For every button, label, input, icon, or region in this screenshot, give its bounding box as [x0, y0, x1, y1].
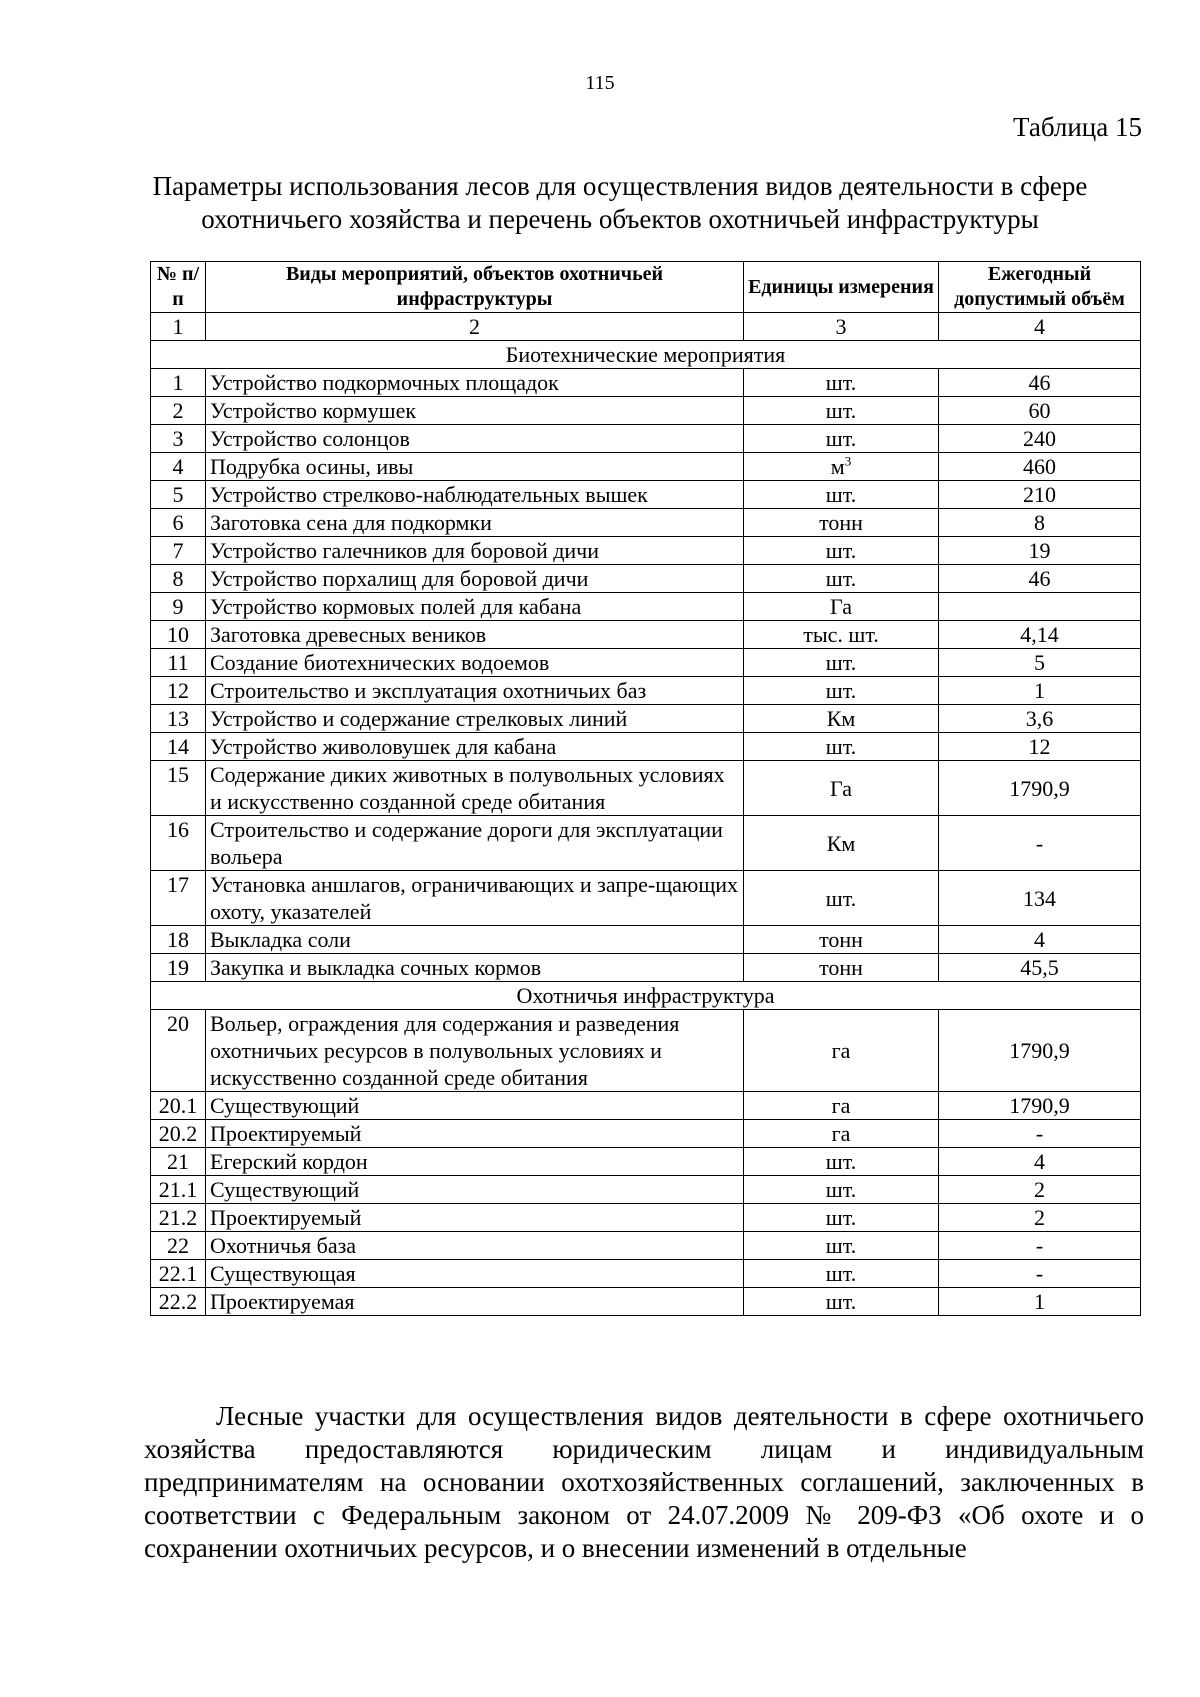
- row-unit-text: тонн: [819, 927, 863, 952]
- row-activity-text: Содержание диких животных в полувольных условиях и искусственно созданной среде обитания: [210, 762, 725, 814]
- row-unit-text: шт.: [825, 1177, 857, 1202]
- row-unit: [744, 621, 939, 649]
- row-number-text: 19: [167, 955, 189, 980]
- table-row: [151, 761, 1141, 816]
- row-number-text: 2: [172, 398, 184, 423]
- row-unit: [744, 1232, 939, 1260]
- header-volume: Ежегодный допустимый объём: [939, 262, 1141, 313]
- row-volume: [939, 593, 1141, 621]
- row-volume-text: -: [1035, 830, 1044, 856]
- row-unit: [744, 593, 939, 621]
- row-volume-text: -: [1035, 1233, 1044, 1258]
- row-number: [151, 677, 206, 705]
- row-activity: [206, 481, 744, 509]
- section-row: [151, 982, 1141, 1010]
- row-unit-text: шт.: [825, 734, 857, 759]
- row-volume-text: 134: [1023, 885, 1056, 911]
- row-number-text: 20: [167, 1011, 189, 1036]
- header-number: № п/п: [151, 262, 206, 313]
- row-unit-text: шт.: [825, 885, 857, 911]
- row-number-text: 1: [172, 370, 184, 395]
- row-unit-text: шт.: [825, 1149, 857, 1174]
- row-unit: [744, 1176, 939, 1204]
- row-unit: [744, 705, 939, 733]
- row-unit: [744, 425, 939, 453]
- row-volume-text: -: [1035, 1121, 1044, 1146]
- row-number-text: 5: [172, 482, 184, 507]
- parameters-table: [150, 261, 1141, 1316]
- row-activity: [206, 677, 744, 705]
- table-row: [151, 509, 1141, 537]
- table-row: [151, 1120, 1141, 1148]
- row-unit-text: шт.: [825, 1205, 857, 1230]
- row-activity-text: Проектируемый: [210, 1121, 362, 1146]
- row-unit: [744, 733, 939, 761]
- row-volume: [939, 871, 1141, 926]
- row-number-text: 6: [172, 510, 184, 535]
- row-unit: [744, 871, 939, 926]
- row-activity-text: Существующий: [210, 1177, 360, 1202]
- row-number: [151, 565, 206, 593]
- row-volume: [939, 1010, 1141, 1092]
- row-activity-text: Существующая: [210, 1261, 356, 1286]
- row-number: [151, 453, 206, 481]
- table-row: [151, 1148, 1141, 1176]
- row-number: [151, 509, 206, 537]
- row-activity-text: Устройство порхалищ для боровой дичи: [210, 566, 589, 591]
- row-unit-text: га: [831, 1038, 851, 1063]
- row-unit-text: га: [831, 1121, 851, 1146]
- row-volume-text: 5: [1034, 650, 1045, 675]
- row-unit-text: Км: [826, 830, 856, 856]
- table-row: [151, 397, 1141, 425]
- row-unit: [744, 816, 939, 871]
- row-activity-text: Выкладка соли: [210, 927, 351, 952]
- row-volume-text: 46: [1028, 566, 1051, 591]
- row-volume: [939, 1120, 1141, 1148]
- table-title: Параметры использования лесов для осуществления видов деятельности в сфере охотничьего хозяйства и перечень объектов охотничьей инфраструктуры: [152, 171, 1088, 234]
- row-unit-text: шт.: [825, 370, 857, 395]
- row-unit-text: тонн: [819, 510, 863, 535]
- row-volume: [939, 1092, 1141, 1120]
- row-unit: [744, 397, 939, 425]
- table-label: Таблица 15: [1013, 112, 1142, 142]
- row-number-text: 20.1: [158, 1093, 198, 1118]
- row-activity: [206, 1176, 744, 1204]
- row-volume: [939, 1288, 1141, 1316]
- table-row: [151, 649, 1141, 677]
- table-row: [151, 1204, 1141, 1232]
- row-number: [151, 871, 206, 926]
- row-unit: [744, 677, 939, 705]
- row-volume-text: 45,5: [1020, 955, 1059, 980]
- row-number-text: 9: [172, 594, 184, 619]
- row-volume: [939, 1232, 1141, 1260]
- row-activity-text: Строительство и содержание дороги для эксплуатации вольера: [210, 817, 723, 869]
- row-activity: [206, 705, 744, 733]
- row-activity-text: Охотничья база: [210, 1233, 357, 1258]
- row-activity: [206, 621, 744, 649]
- row-activity: [206, 1010, 744, 1092]
- row-unit-text: тонн: [819, 955, 863, 980]
- row-unit-text: шт.: [825, 482, 857, 507]
- row-number: [151, 481, 206, 509]
- row-activity-text: Устройство и содержание стрелковых линий: [210, 706, 628, 731]
- row-number: [151, 649, 206, 677]
- row-volume-text: 12: [1028, 734, 1051, 759]
- table-row: [151, 425, 1141, 453]
- row-activity-text: Устройство солонцов: [210, 426, 410, 451]
- column-number: 2: [206, 313, 744, 341]
- table-row: [151, 816, 1141, 871]
- table-row: [151, 1288, 1141, 1316]
- row-activity: [206, 1288, 744, 1316]
- row-number: [151, 369, 206, 397]
- row-unit: [744, 926, 939, 954]
- table-row: [151, 677, 1141, 705]
- row-number: [151, 761, 206, 816]
- row-volume: [939, 733, 1141, 761]
- row-number-text: 22.1: [158, 1261, 198, 1286]
- row-unit: [744, 537, 939, 565]
- table-row: [151, 1176, 1141, 1204]
- row-number: [151, 1120, 206, 1148]
- table-row: [151, 565, 1141, 593]
- table-row: [151, 733, 1141, 761]
- row-unit: [744, 649, 939, 677]
- row-number: [151, 593, 206, 621]
- column-number: 3: [744, 313, 939, 341]
- row-activity-text: Установка аншлагов, ограничивающих и запре-щающих охоту, указателей: [210, 872, 739, 924]
- row-volume-text: 1790,9: [1009, 1093, 1070, 1118]
- row-activity: [206, 1148, 744, 1176]
- row-unit: [744, 1260, 939, 1288]
- row-unit-text: шт.: [825, 398, 857, 423]
- row-activity: [206, 537, 744, 565]
- row-number: [151, 733, 206, 761]
- row-volume-text: 210: [1023, 482, 1056, 507]
- row-volume: [939, 537, 1141, 565]
- row-volume: [939, 926, 1141, 954]
- row-volume: [939, 705, 1141, 733]
- row-number-text: 17: [167, 872, 189, 897]
- row-volume: [939, 954, 1141, 982]
- row-unit-text: Га: [830, 594, 852, 619]
- row-unit-text: шт.: [825, 538, 857, 563]
- row-activity-text: Устройство подкормочных площадок: [210, 370, 559, 395]
- row-volume-text: 1790,9: [1009, 1038, 1070, 1063]
- row-unit: [744, 481, 939, 509]
- row-volume: [939, 1176, 1141, 1204]
- row-number: [151, 1148, 206, 1176]
- row-volume: [939, 509, 1141, 537]
- row-unit: [744, 1092, 939, 1120]
- row-unit: [744, 369, 939, 397]
- table-row: [151, 621, 1141, 649]
- row-number: [151, 1092, 206, 1120]
- row-number-text: 14: [167, 734, 189, 759]
- table-row: [151, 1092, 1141, 1120]
- row-activity: [206, 649, 744, 677]
- row-unit: [744, 1010, 939, 1092]
- row-volume: [939, 621, 1141, 649]
- column-number: 4: [939, 313, 1141, 341]
- row-activity-text: Создание биотехнических водоемов: [210, 650, 550, 675]
- header-activity: Виды мероприятий, объектов охотничьей инфраструктуры: [206, 262, 744, 313]
- row-volume: [939, 677, 1141, 705]
- row-volume: [939, 1148, 1141, 1176]
- row-number: [151, 1010, 206, 1092]
- row-number-text: 12: [167, 678, 189, 703]
- row-activity: [206, 1232, 744, 1260]
- row-volume: [939, 369, 1141, 397]
- row-activity: [206, 369, 744, 397]
- row-number: [151, 1288, 206, 1316]
- row-activity-text: Заготовка сена для подкормки: [210, 510, 492, 535]
- row-activity: [206, 926, 744, 954]
- row-activity-text: Устройство кормушек: [210, 398, 417, 423]
- row-activity-text: Устройство живоловушек для кабана: [210, 734, 557, 759]
- row-activity: [206, 1204, 744, 1232]
- row-number-text: 11: [167, 650, 189, 675]
- column-number: 1: [151, 313, 206, 341]
- row-number-text: 18: [167, 927, 189, 952]
- row-number-text: 22: [167, 1233, 189, 1258]
- row-unit-text: шт.: [825, 1233, 857, 1258]
- row-number-text: 20.2: [158, 1121, 198, 1146]
- row-activity: [206, 871, 744, 926]
- row-unit-text: м: [830, 454, 845, 479]
- row-volume: [939, 649, 1141, 677]
- row-volume-text: -: [1035, 1261, 1044, 1286]
- row-volume-text: 46: [1028, 370, 1051, 395]
- row-volume: [939, 453, 1141, 481]
- row-volume: [939, 761, 1141, 816]
- table-row: [151, 1010, 1141, 1092]
- table-row: [151, 954, 1141, 982]
- section-title: Охотничья инфраструктура: [151, 982, 1141, 1010]
- row-unit: [744, 453, 939, 481]
- table-row: [151, 593, 1141, 621]
- row-activity: [206, 1120, 744, 1148]
- row-unit-text: шт.: [825, 650, 857, 675]
- row-number-text: 22.2: [158, 1289, 198, 1314]
- row-volume: [939, 481, 1141, 509]
- row-number: [151, 397, 206, 425]
- table-row: [151, 453, 1141, 481]
- table-row: [151, 537, 1141, 565]
- row-volume-text: 1790,9: [1009, 775, 1070, 801]
- row-number-text: 4: [172, 454, 184, 479]
- row-volume-text: 4: [1034, 927, 1045, 952]
- row-activity: [206, 397, 744, 425]
- row-number: [151, 954, 206, 982]
- unit-superscript: 3: [844, 453, 852, 469]
- row-unit: [744, 1288, 939, 1316]
- row-activity: [206, 954, 744, 982]
- row-number: [151, 621, 206, 649]
- row-volume-text: 3,6: [1025, 706, 1054, 731]
- row-unit-text: шт.: [825, 678, 857, 703]
- row-number-text: 7: [172, 538, 184, 563]
- row-activity-text: Существующий: [210, 1093, 360, 1118]
- row-number: [151, 1176, 206, 1204]
- row-unit-text: Га: [830, 775, 852, 801]
- row-activity: [206, 1092, 744, 1120]
- row-number-text: 15: [167, 762, 189, 787]
- row-unit: [744, 1204, 939, 1232]
- row-unit-text: шт.: [825, 426, 857, 451]
- row-number: [151, 816, 206, 871]
- row-activity: [206, 425, 744, 453]
- table-row: [151, 481, 1141, 509]
- row-number: [151, 1260, 206, 1288]
- row-number: [151, 537, 206, 565]
- row-activity: [206, 816, 744, 871]
- row-activity: [206, 453, 744, 481]
- row-activity: [206, 593, 744, 621]
- row-activity-text: Устройство галечников для боровой дичи: [210, 538, 600, 563]
- section-row: [151, 341, 1141, 369]
- row-volume-text: 1: [1034, 1289, 1045, 1314]
- row-unit-text: тыс. шт.: [803, 622, 879, 647]
- table-header-row: [151, 262, 1141, 313]
- row-unit-text: шт.: [825, 1261, 857, 1286]
- row-volume: [939, 397, 1141, 425]
- row-activity: [206, 733, 744, 761]
- row-number: [151, 1232, 206, 1260]
- row-activity-text: Строительство и эксплуатация охотничьих баз: [210, 678, 647, 703]
- column-number-row: [151, 313, 1141, 341]
- table-row: [151, 926, 1141, 954]
- row-activity-text: Подрубка осины, ивы: [210, 454, 414, 479]
- row-volume-text: 19: [1028, 538, 1051, 563]
- row-activity-text: Проектируемая: [210, 1289, 355, 1314]
- row-volume-text: 2: [1034, 1177, 1045, 1202]
- row-number-text: 3: [172, 426, 184, 451]
- row-unit: [744, 761, 939, 816]
- row-activity: [206, 509, 744, 537]
- row-number-text: 8: [172, 566, 184, 591]
- row-activity: [206, 761, 744, 816]
- row-unit-text: шт.: [825, 566, 857, 591]
- row-volume: [939, 1204, 1141, 1232]
- row-unit: [744, 1120, 939, 1148]
- row-activity-text: Проектируемый: [210, 1205, 362, 1230]
- section-title: Биотехнические мероприятия: [151, 341, 1141, 369]
- row-volume-text: 1: [1034, 678, 1045, 703]
- row-volume: [939, 565, 1141, 593]
- table-body: [151, 341, 1141, 1316]
- row-unit-text: шт.: [825, 1289, 857, 1314]
- row-activity-text: Устройство кормовых полей для кабана: [210, 594, 582, 619]
- row-unit: [744, 954, 939, 982]
- row-volume-text: 8: [1034, 510, 1045, 535]
- table-row: [151, 871, 1141, 926]
- row-volume: [939, 425, 1141, 453]
- row-number-text: 16: [167, 817, 189, 842]
- page-number: 115: [585, 72, 615, 94]
- row-number-text: 10: [167, 622, 189, 647]
- row-unit: [744, 1148, 939, 1176]
- row-number-text: 13: [167, 706, 189, 731]
- body-paragraph: Лесные участки для осуществления видов деятельности в сфере охотничьего хозяйства предоставляются юридическим лицам и индивидуальным предпринимателям на основании охотхозяйственных соглашений, заключенных в соответствии с Федеральным законом от 24.07.2009 № 209-ФЗ «Об охоте и о сохранении охотничьих ресурсов, и о внесении изменений в отдельные: [144, 1401, 1144, 1563]
- row-number: [151, 926, 206, 954]
- row-unit: [744, 509, 939, 537]
- row-volume-text: 240: [1023, 426, 1056, 451]
- row-volume-text: 4,14: [1020, 622, 1059, 647]
- row-activity-text: Вольер, ограждения для содержания и разведения охотничьих ресурсов в полувольных условиях и искусственно созданной среде обитания: [210, 1011, 680, 1090]
- row-volume: [939, 816, 1141, 871]
- table-row: [151, 1260, 1141, 1288]
- table-row: [151, 369, 1141, 397]
- row-activity-text: Заготовка древесных веников: [210, 622, 487, 647]
- header-unit: Единицы измерения: [744, 262, 939, 313]
- row-unit-text: га: [831, 1093, 851, 1118]
- row-number-text: 21: [167, 1149, 189, 1174]
- row-number: [151, 425, 206, 453]
- table-row: [151, 1232, 1141, 1260]
- row-number: [151, 1204, 206, 1232]
- row-volume-text: 460: [1023, 454, 1056, 479]
- row-unit-text: Км: [826, 706, 856, 731]
- row-activity-text: Устройство стрелково-наблюдательных вышек: [210, 482, 648, 507]
- row-activity: [206, 565, 744, 593]
- row-activity-text: Егерский кордон: [210, 1149, 368, 1174]
- table-row: [151, 705, 1141, 733]
- row-number-text: 21.1: [158, 1177, 198, 1202]
- row-volume-text: 4: [1034, 1149, 1045, 1174]
- row-number-text: 21.2: [158, 1205, 198, 1230]
- row-activity: [206, 1260, 744, 1288]
- row-volume: [939, 1260, 1141, 1288]
- row-volume-text: 2: [1034, 1205, 1045, 1230]
- row-number: [151, 705, 206, 733]
- row-activity-text: Закупка и выкладка сочных кормов: [210, 955, 542, 980]
- row-volume-text: 60: [1028, 398, 1051, 423]
- row-unit: [744, 565, 939, 593]
